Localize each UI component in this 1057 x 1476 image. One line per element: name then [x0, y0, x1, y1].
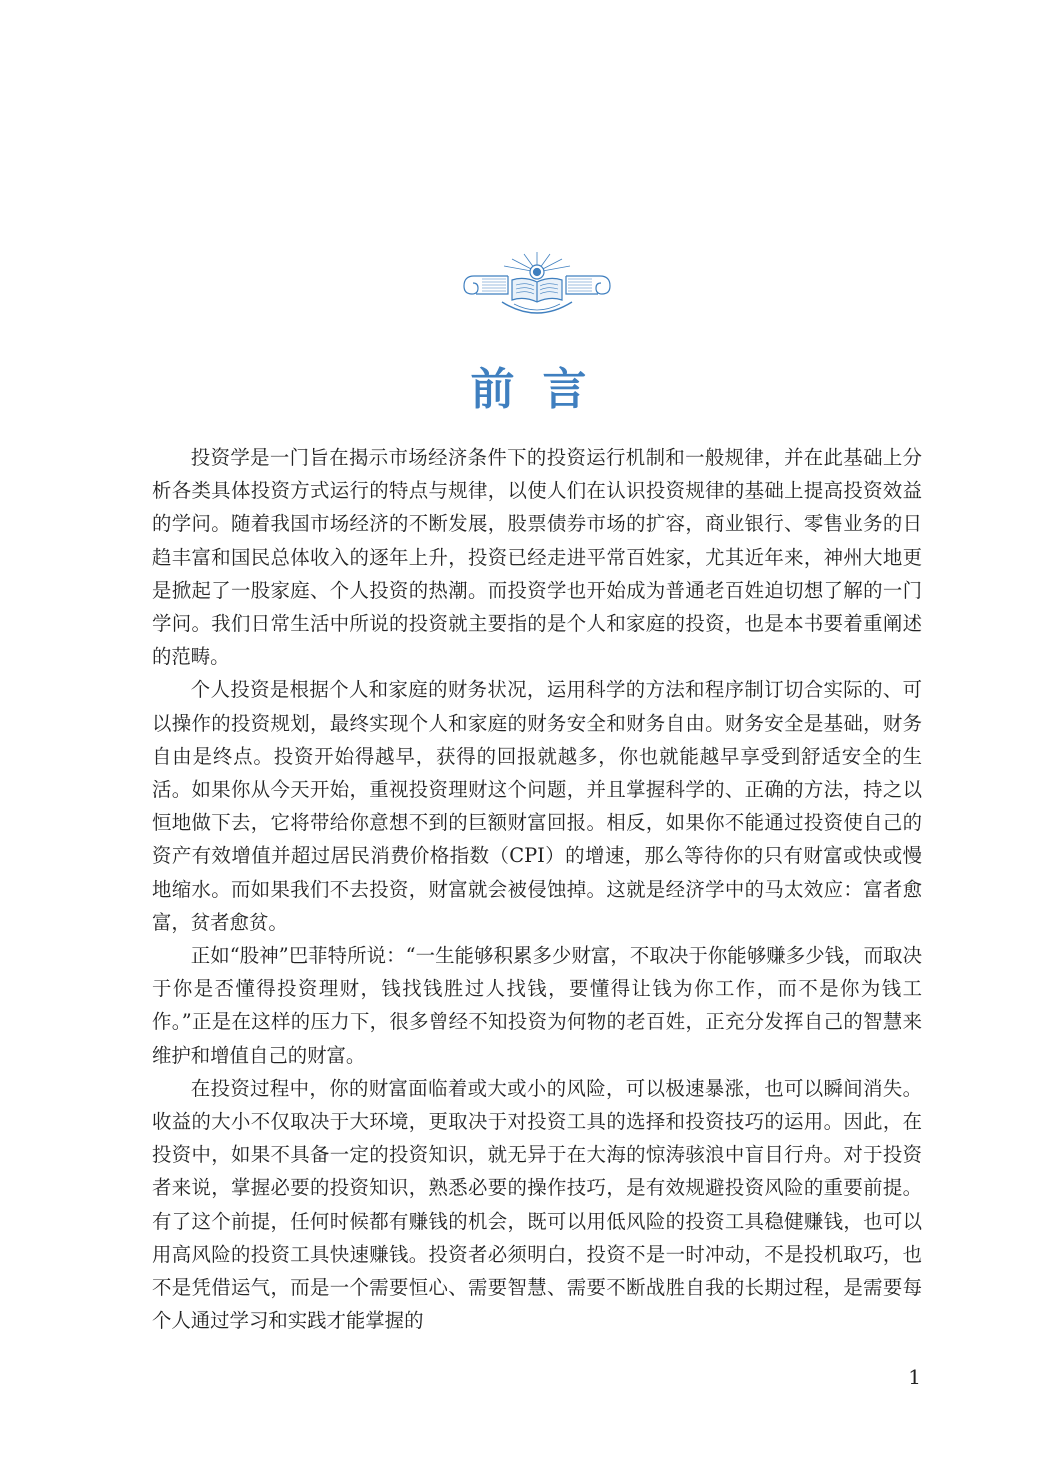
page-number: 1: [908, 1365, 921, 1389]
paragraph: 投资学是一门旨在揭示市场经济条件下的投资运行机制和一般规律，并在此基础上分析各类具体投资方式运行的特点与规律，以使人们在认识投资规律的基础上提高投资效益的学问。随着我国市场经济的不断发展，股票债券市场的扩容，商业银行、零售业务的日趋丰富和国民总体收入的逐年上升，投资已经走进平常百姓家，尤其近年来，神州大地更是掀起了一股家庭、个人投资的热潮。而投资学也开始成为普通老百姓迫切想了解的一门学问。我们日常生活中所说的投资就主要指的是个人和家庭的投资，也是本书要着重阐述的范畴。: [152, 446, 922, 669]
preface-body: [152, 441, 922, 1337]
paragraph: 个人投资是根据个人和家庭的财务状况，运用科学的方法和程序制订切合实际的、可以操作的投资规划，最终实现个人和家庭的财务安全和财务自由。财务安全是基础，财务自由是终点。投资开始得越早，获得的回报就越多，你也就能越早享受到舒适安全的生活。如果你从今天开始，重视投资理财这个问题，并且掌握科学的、正确的方法，持之以恒地做下去，它将带给你意想不到的巨额财富回报。相反，如果你不能通过投资使自己的资产有效增值并超过居民消费价格指数（CPI）的增速，那么等待你的只有财富或快或慢地缩水。而如果我们不去投资，财富就会被侵蚀掉。这就是经济学中的马太效应：富者愈富，贫者愈贫。: [152, 678, 922, 934]
paragraph: 在投资过程中，你的财富面临着或大或小的风险，可以极速暴涨，也可以瞬间消失。收益的大小不仅取决于大环境，更取决于对投资工具的选择和投资技巧的运用。因此，在投资中，如果不具备一定的投资知识，就无异于在大海的惊涛骇浪中盲目行舟。对于投资者来说，掌握必要的投资知识，熟悉必要的操作技巧，是有效规避投资风险的重要前提。有了这个前提，任何时候都有赚钱的机会，既可以用低风险的投资工具稳健赚钱，也可以用高风险的投资工具快速赚钱。投资者必须明白，投资不是一时冲动，不是投机取巧，也不是凭借运气，而是一个需要恒心、需要智慧、需要不断战胜自我的长期过程，是需要每个人通过学习和实践才能掌握的: [152, 1076, 922, 1333]
paragraph: 正如“股神”巴菲特所说：“一生能够积累多少财富，不取决于你能够赚多少钱，而取决于你是否懂得投资理财，钱找钱胜过人找钱，要懂得让钱为你工作，而不是你为钱工作。”正是在这样的压力下，很多曾经不知投资为何物的老百姓，正充分发挥自己的智慧来维护和增值自己的财富。: [152, 944, 922, 1067]
book-sunburst-ornament-icon: [462, 250, 612, 322]
page-title: 前言: [470, 364, 615, 415]
